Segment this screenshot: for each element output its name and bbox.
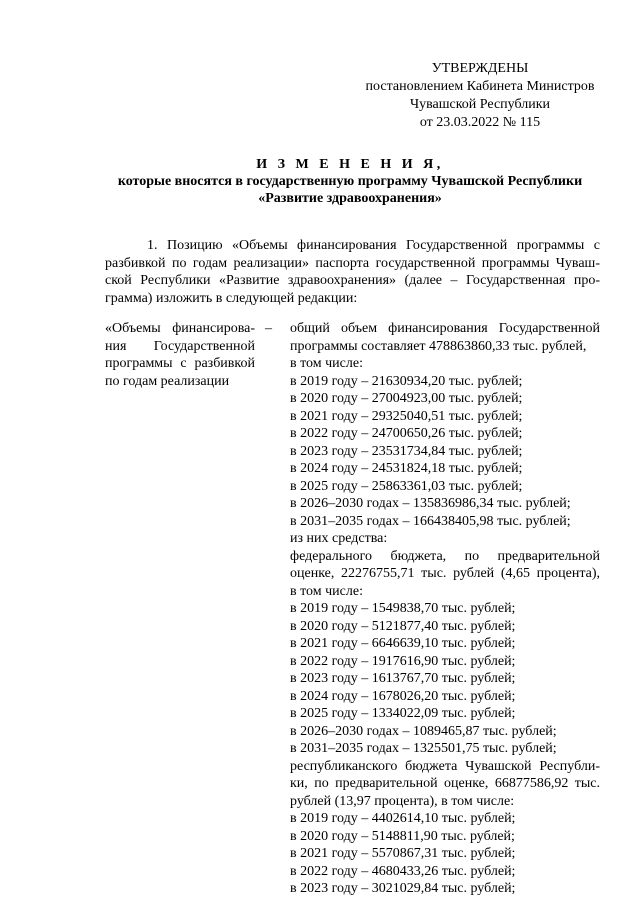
table-dash: – xyxy=(265,321,272,336)
approval-date-number: от 23.03.2022 № 115 xyxy=(419,115,541,130)
intro-line: грамма) изложить в следующей редакции: xyxy=(105,290,358,306)
financing-line: в 2022 году – 1917616,90 тыс. рублей; xyxy=(290,653,516,669)
financing-line: программы составляет 478863860,33 тыс. рублей, xyxy=(290,338,587,354)
left-cell-line: ния Государственной xyxy=(105,338,255,354)
financing-line: в 2022 году – 4680433,26 тыс. рублей; xyxy=(290,863,516,879)
title-subtitle: которые вносятся в государственную программу Чувашской Республики xyxy=(117,174,583,189)
financing-line: в 2020 году – 5121877,40 тыс. рублей; xyxy=(290,618,516,634)
financing-line: в 2020 году – 27004923,00 тыс. рублей; xyxy=(290,391,523,406)
financing-line: в 2025 году – 1334022,09 тыс. рублей; xyxy=(290,706,516,721)
intro-line: ской Республики «Развитие здравоохранения» (далее – Государственная про- xyxy=(105,273,600,288)
financing-line: в 2026–2030 годах – 1089465,87 тыс. рублей; xyxy=(290,723,557,739)
table-right-cell xyxy=(290,320,600,898)
financing-line: в 2020 году – 5148811,90 тыс. рублей; xyxy=(290,828,515,844)
financing-line: федерального бюджета, по предварительной xyxy=(290,548,600,564)
financing-line: в 2031–2035 годах – 1325501,75 тыс. рублей; xyxy=(290,741,557,756)
financing-line: в 2019 году – 21630934,20 тыс. рублей; xyxy=(290,373,523,389)
financing-line: оценке, 22276755,71 тыс. рублей (4,65 процента), xyxy=(290,566,600,581)
approval-heading: УТВЕРЖДЕНЫ xyxy=(431,61,529,76)
table-left-cell xyxy=(105,320,255,390)
document-title xyxy=(100,156,600,207)
financing-line: в 2021 году – 29325040,51 тыс. рублей; xyxy=(290,408,523,424)
financing-line: в 2023 году – 1613767,70 тыс. рублей; xyxy=(290,671,516,686)
financing-line: в том числе: xyxy=(290,583,363,599)
approval-stamp xyxy=(360,60,600,132)
financing-line: общий объем финансирования Государственной xyxy=(290,321,600,336)
financing-line: в 2024 году – 24531824,18 тыс. рублей; xyxy=(290,461,523,476)
financing-line: в 2019 году – 1549838,70 тыс. рублей; xyxy=(290,601,516,616)
financing-line: в 2024 году – 1678026,20 тыс. рублей; xyxy=(290,688,516,704)
financing-line: в 2026–2030 годах – 135836986,34 тыс. рублей; xyxy=(290,496,571,511)
financing-line: в 2023 году – 23531734,84 тыс. рублей; xyxy=(290,443,523,459)
financing-line: ки, по предварительной оценке, 66877586,92 тыс. xyxy=(290,776,600,791)
financing-line: рублей (13,97 процента), в том числе: xyxy=(290,793,515,809)
financing-line: в 2019 году – 4402614,10 тыс. рублей; xyxy=(290,811,516,826)
title-main: И З М Е Н Е Н И Я, xyxy=(256,157,444,172)
approval-issuer: постановлением Кабинета Министров xyxy=(365,79,595,94)
left-cell-line: программы с разбивкой xyxy=(105,356,255,371)
financing-line: в 2025 году – 25863361,03 тыс. рублей; xyxy=(290,478,523,494)
financing-line: в 2021 году – 6646639,10 тыс. рублей; xyxy=(290,636,516,651)
financing-line: в 2021 году – 5570867,31 тыс. рублей; xyxy=(290,846,516,861)
intro-paragraph xyxy=(105,237,600,307)
left-cell-line: «Объемы финансирова- xyxy=(105,321,255,336)
financing-line: в 2031–2035 годах – 166438405,98 тыс. рублей; xyxy=(290,513,571,529)
financing-line: из них средства: xyxy=(290,531,388,546)
financing-line: в том числе: xyxy=(290,356,363,371)
financing-line: в 2023 году – 3021029,84 тыс. рублей; xyxy=(290,881,516,896)
financing-line: в 2022 году – 24700650,26 тыс. рублей; xyxy=(290,426,523,441)
intro-line: 1. Позицию «Объемы финансирования Государственной программы с xyxy=(147,238,600,253)
approval-republic: Чувашской Республики xyxy=(409,97,551,112)
left-cell-line: по годам реализации xyxy=(105,373,230,389)
financing-line: республиканского бюджета Чувашской Республи- xyxy=(290,758,600,774)
title-program-name: «Развитие здравоохранения» xyxy=(258,191,442,206)
intro-line: разбивкой по годам реализации» паспорта государственной программы Чуваш- xyxy=(105,255,600,271)
